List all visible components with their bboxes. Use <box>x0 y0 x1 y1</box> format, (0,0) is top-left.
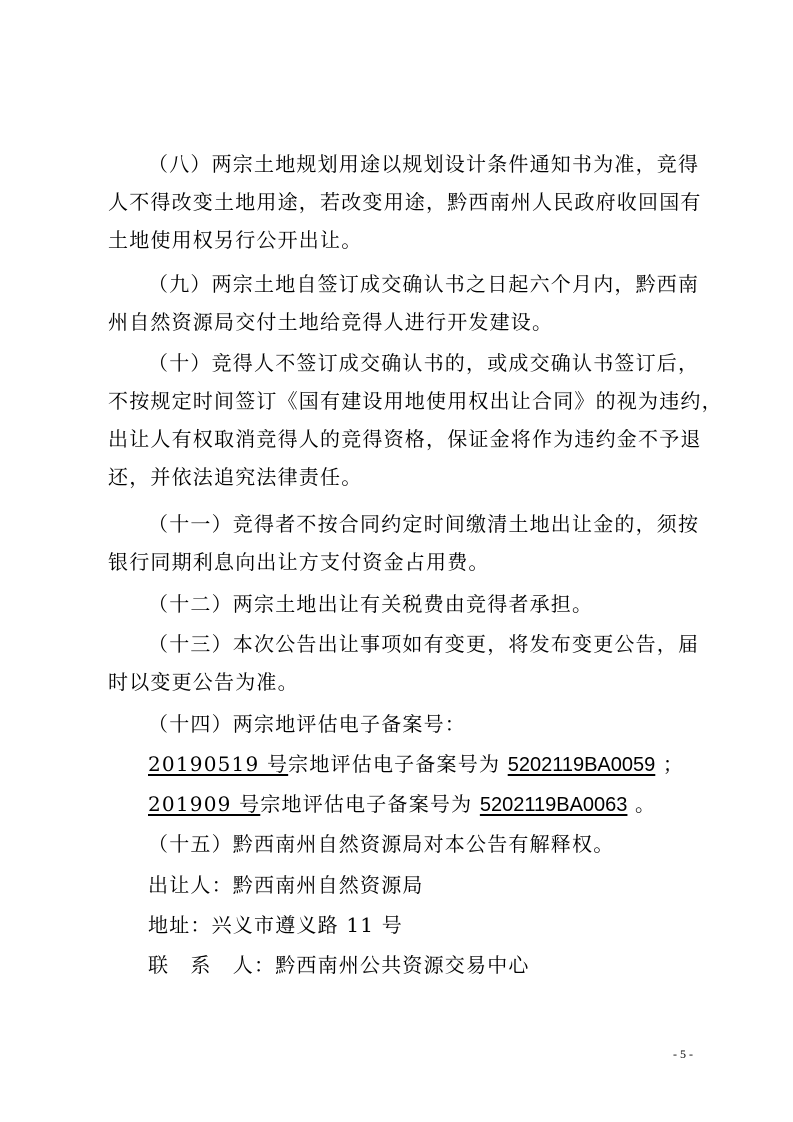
parcel-number: 20190519 号 <box>148 752 289 776</box>
text-line: 不按规定时间签订《国有建设用地使用权出让合同》的视为违约， <box>108 389 723 413</box>
text-line: （十二）两宗土地出让有关税费由竞得者承担。 <box>148 592 594 616</box>
paragraph-15 <box>108 825 691 863</box>
text-line: 州自然资源局交付土地给竞得人进行开发建设。 <box>108 310 554 334</box>
contact-person <box>108 946 691 984</box>
record-line <box>108 745 691 783</box>
text-line: （十三）本次公告出让事项如有变更，将发布变更公告，届 <box>148 632 700 656</box>
text-line: （九）两宗土地自签订成交确认书之日起六个月内，黔西南 <box>148 272 700 296</box>
paragraph-9 <box>108 265 700 341</box>
record-line <box>108 785 691 823</box>
text-line: 出让人有权取消竞得人的竞得资格，保证金将作为违约金不予退 <box>108 427 702 451</box>
contact-address <box>108 906 691 944</box>
text-line: 土地使用权另行公开出让。 <box>108 228 363 252</box>
text-line: 联 系 人：黔西南州公共资源交易中心 <box>148 953 530 977</box>
record-tail: ； <box>662 752 685 776</box>
text-line: 地址：兴义市遵义路 11 号 <box>148 913 403 937</box>
record-text: 宗地评估电子备案号为 <box>260 792 473 816</box>
paragraph-12 <box>108 585 691 623</box>
text-line: （十四）两宗地评估电子备案号： <box>148 712 466 736</box>
paragraph-13 <box>108 625 700 701</box>
paragraph-11 <box>108 505 700 581</box>
filing-code: 5202119BA0059 <box>507 754 656 776</box>
record-tail: 。 <box>635 792 657 816</box>
parcel-number: 201909 号 <box>148 792 261 816</box>
contact-transferor <box>108 866 691 904</box>
record-2 <box>108 785 691 823</box>
text-line: 人不得改变土地用途，若改变用途，黔西南州人民政府收回国有 <box>108 190 702 214</box>
text-line: （十）竞得人不签订成交确认书的，或成交确认书签订后， <box>148 351 700 375</box>
record-text: 宗地评估电子备案号为 <box>288 752 501 776</box>
page-number: - 5 - <box>673 1047 693 1061</box>
record-1 <box>108 745 691 783</box>
paragraph-10 <box>108 344 723 496</box>
paragraph-14 <box>108 705 691 743</box>
text-line: 出让人：黔西南州自然资源局 <box>148 873 424 897</box>
text-line: 时以变更公告为准。 <box>108 670 299 694</box>
text-line: （十五）黔西南州自然资源局对本公告有解释权。 <box>148 832 615 856</box>
text-line: 还，并依法追究法律责任。 <box>108 465 363 489</box>
text-line: （八）两宗土地规划用途以规划设计条件通知书为准，竞得 <box>148 152 700 176</box>
text-line: （十一）竞得者不按合同约定时间缴清土地出让金的，须按 <box>148 512 700 536</box>
text-line: 银行同期利息向出让方支付资金占用费。 <box>108 550 490 574</box>
filing-code: 5202119BA0063 <box>479 794 628 816</box>
paragraph-8 <box>108 145 702 259</box>
